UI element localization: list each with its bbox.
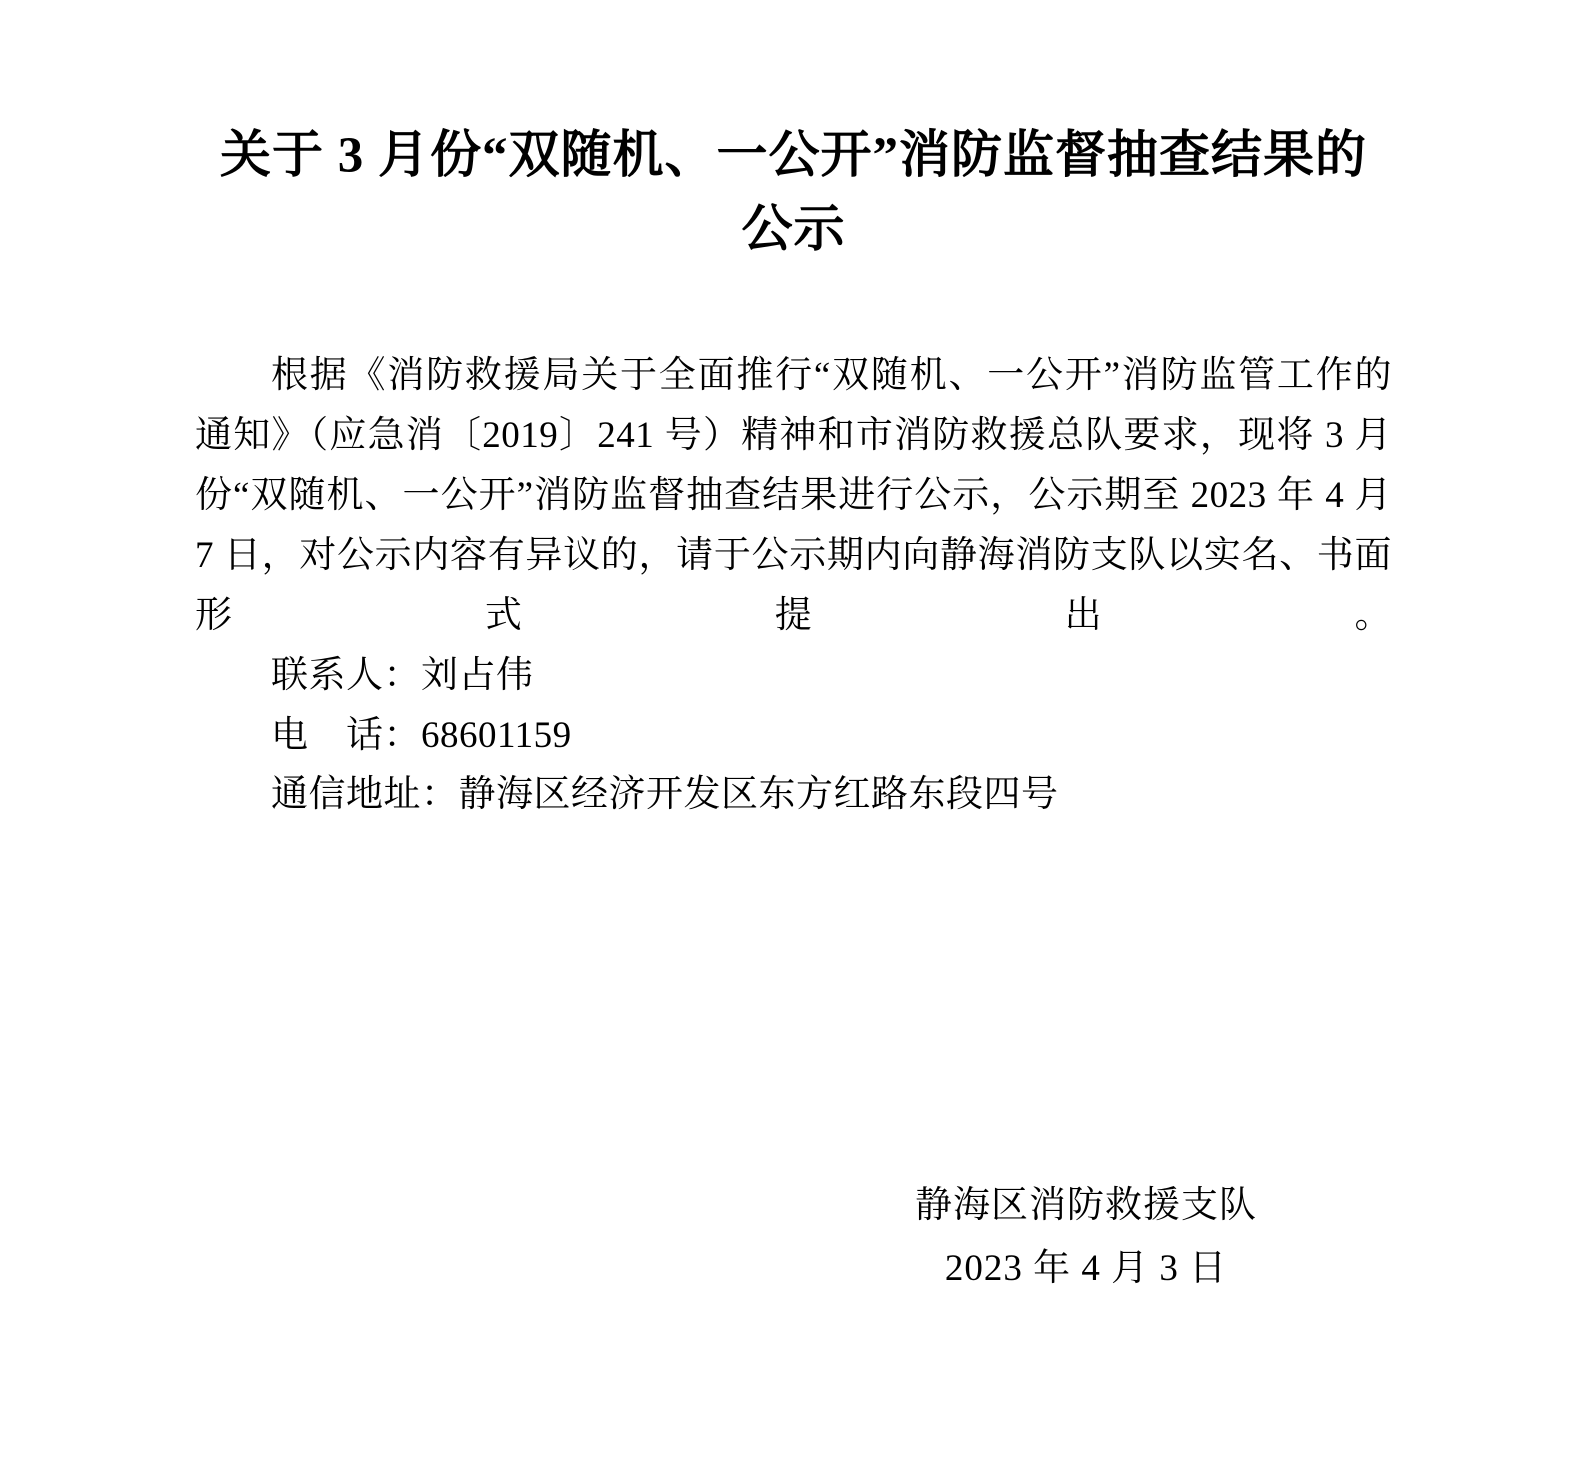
page-title: 关于 3 月份“双随机、一公开”消防监督抽查结果的公示 [219, 128, 1367, 258]
signature-issuer: 静海区消防救援支队 [915, 1185, 1257, 1226]
signature-date: 2023 年 4 月 3 日 [944, 1247, 1228, 1289]
contact-phone: 电 话：68601159 [271, 714, 572, 756]
document-body [195, 346, 1392, 826]
signature-block [915, 1175, 1257, 1301]
body-paragraph: 根据《消防救援局关于全面推行“双随机、一公开”消防监管工作的通知》（应急消〔2019〕241 号）精神和市消防救援总队要求，现将 3 月份“双随机、一公开”消防监督抽查结果进行公示，公示期至 2023 年 4 月 7 日，对公示内容有异议的，请于公示期内向静海消防支队以实名、书面形式提出。 [195, 354, 1392, 636]
contact-person: 联系人：刘占伟 [271, 654, 534, 696]
contact-address: 通信地址：静海区经济开发区东方红路东段四号 [271, 774, 1059, 816]
